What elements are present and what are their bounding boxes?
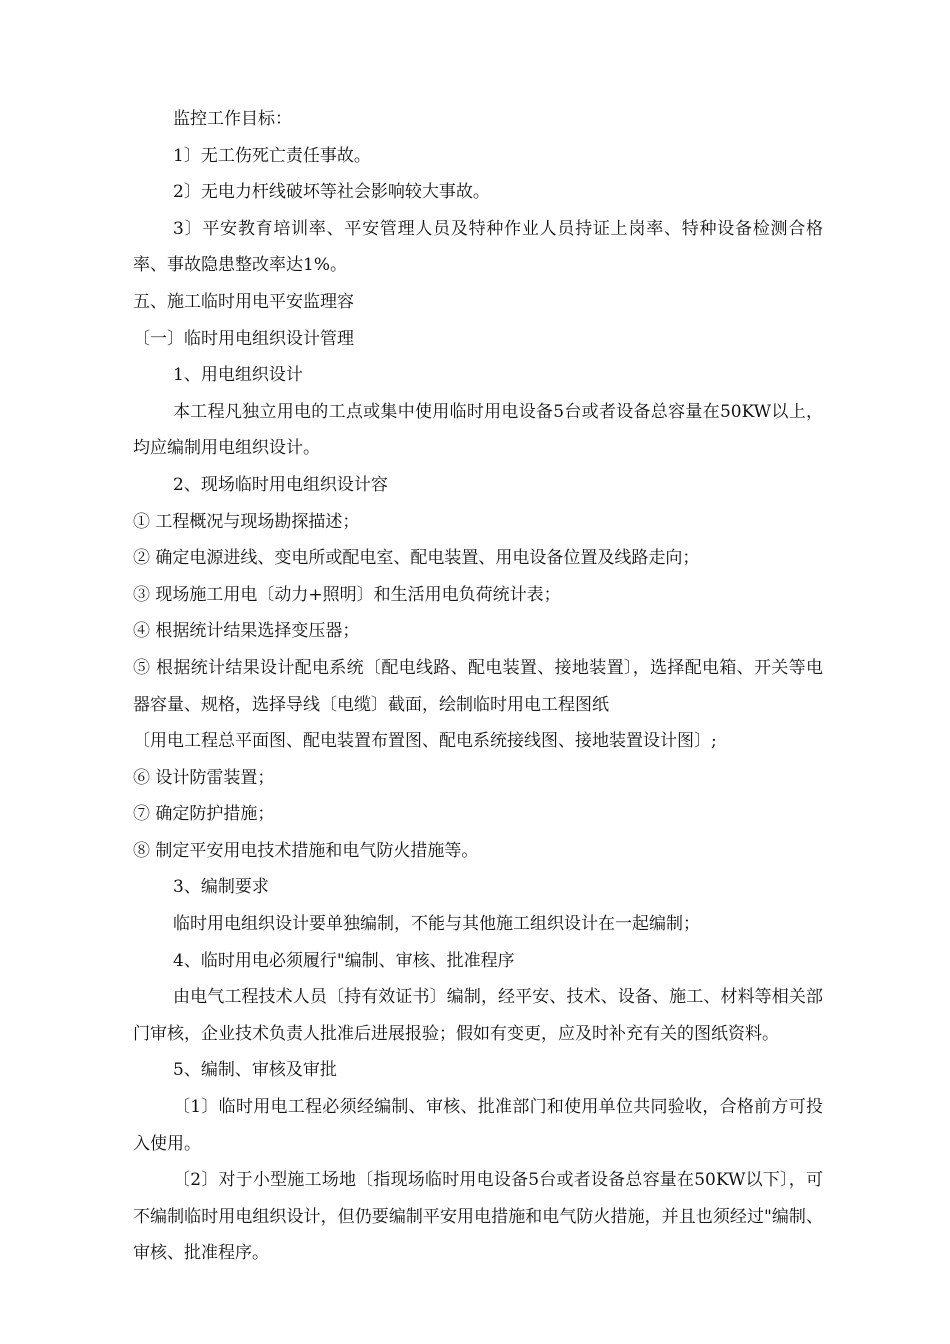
content-list-item-7: ⑦ 确定防护措施； xyxy=(133,804,275,825)
goal-item-1: 1〕无工伤死亡责任事故。 xyxy=(173,145,371,166)
item-3-body: 临时用电组织设计要单独编制，不能与其他施工组织设计在一起编制； xyxy=(173,914,700,935)
content-list-item-2: ② 确定电源进线、变电所或配电室、配电装置、用电设备位置及线路走向； xyxy=(133,548,700,569)
content-list-item-6: ⑥ 设计防雷装置； xyxy=(133,767,275,788)
goal-item-3: 3〕平安教育培训率、平安管理人员及特种作业人员持证上岗率、特种设备检测合格率、事故隐患整改率达1%。 xyxy=(133,218,823,276)
content-list-item-8: ⑧ 制定平安用电技术措施和电气防火措施等。 xyxy=(133,840,479,861)
item-3-heading: 3、编制要求 xyxy=(173,877,269,898)
content-list-item-5: ⑤ 根据统计结果设计配电系统〔配电线路、配电装置、接地装置〕，选择配电箱、开关等电器容量、规格，选择导线〔电缆〕截面，绘制临时用电工程图纸 xyxy=(133,657,823,715)
content-list-item-3: ③ 现场施工用电〔动力+照明〕和生活用电负荷统计表； xyxy=(133,584,561,605)
content-list-item-5-continued: 〔用电工程总平面图、配电装置布置图、配电系统接线图、接地装置设计图〕; xyxy=(133,731,717,752)
content-list-item-4: ④ 根据统计结果选择变压器； xyxy=(133,621,360,642)
item-4-heading: 4、临时用电必须履行"编制、审核、批准程序 xyxy=(173,950,515,971)
goal-item-2: 2〕无电力杆线破坏等社会影响较大事故。 xyxy=(173,182,490,203)
item-5-clause-1: 〔1〕临时用电工程必须经编制、审核、批准部门和使用单位共同验收，合格前方可投入使用。 xyxy=(133,1097,823,1154)
subsection-1-heading: 〔一〕临时用电组织设计管理 xyxy=(133,328,354,349)
document-body xyxy=(133,101,823,1272)
item-4-body: 由电气工程技术人员〔持有效证书〕编制，经平安、技术、设备、施工、材料等相关部门审核，企业技术负责人批准后进展报验；假如有变更，应及时补充有关的图纸资料。 xyxy=(133,987,823,1044)
item-5-clause-2: 〔2〕对于小型施工场地〔指现场临时用电设备5台或者设备总容量在50KW以下〕，可不编制临时用电组织设计，但仍要编制平安用电措施和电气防火措施，并且也须经过"编制、审核、批准程序。 xyxy=(133,1170,823,1264)
item-1-body: 本工程凡独立用电的工点或集中使用临时用电设备5台或者设备总容量在50KW以上，均应编制用电组织设计。 xyxy=(133,401,823,459)
item-2-heading: 2、现场临时用电组织设计容 xyxy=(173,474,388,495)
item-1-heading: 1、用电组织设计 xyxy=(173,365,303,386)
section-goal-heading: 监控工作目标： xyxy=(173,109,292,129)
item-5-heading: 5、编制、审核及审批 xyxy=(173,1060,337,1081)
section-5-heading: 五、施工临时用电平安监理容 xyxy=(133,291,354,312)
content-list-item-1: ① 工程概况与现场勘探描述； xyxy=(133,511,360,532)
